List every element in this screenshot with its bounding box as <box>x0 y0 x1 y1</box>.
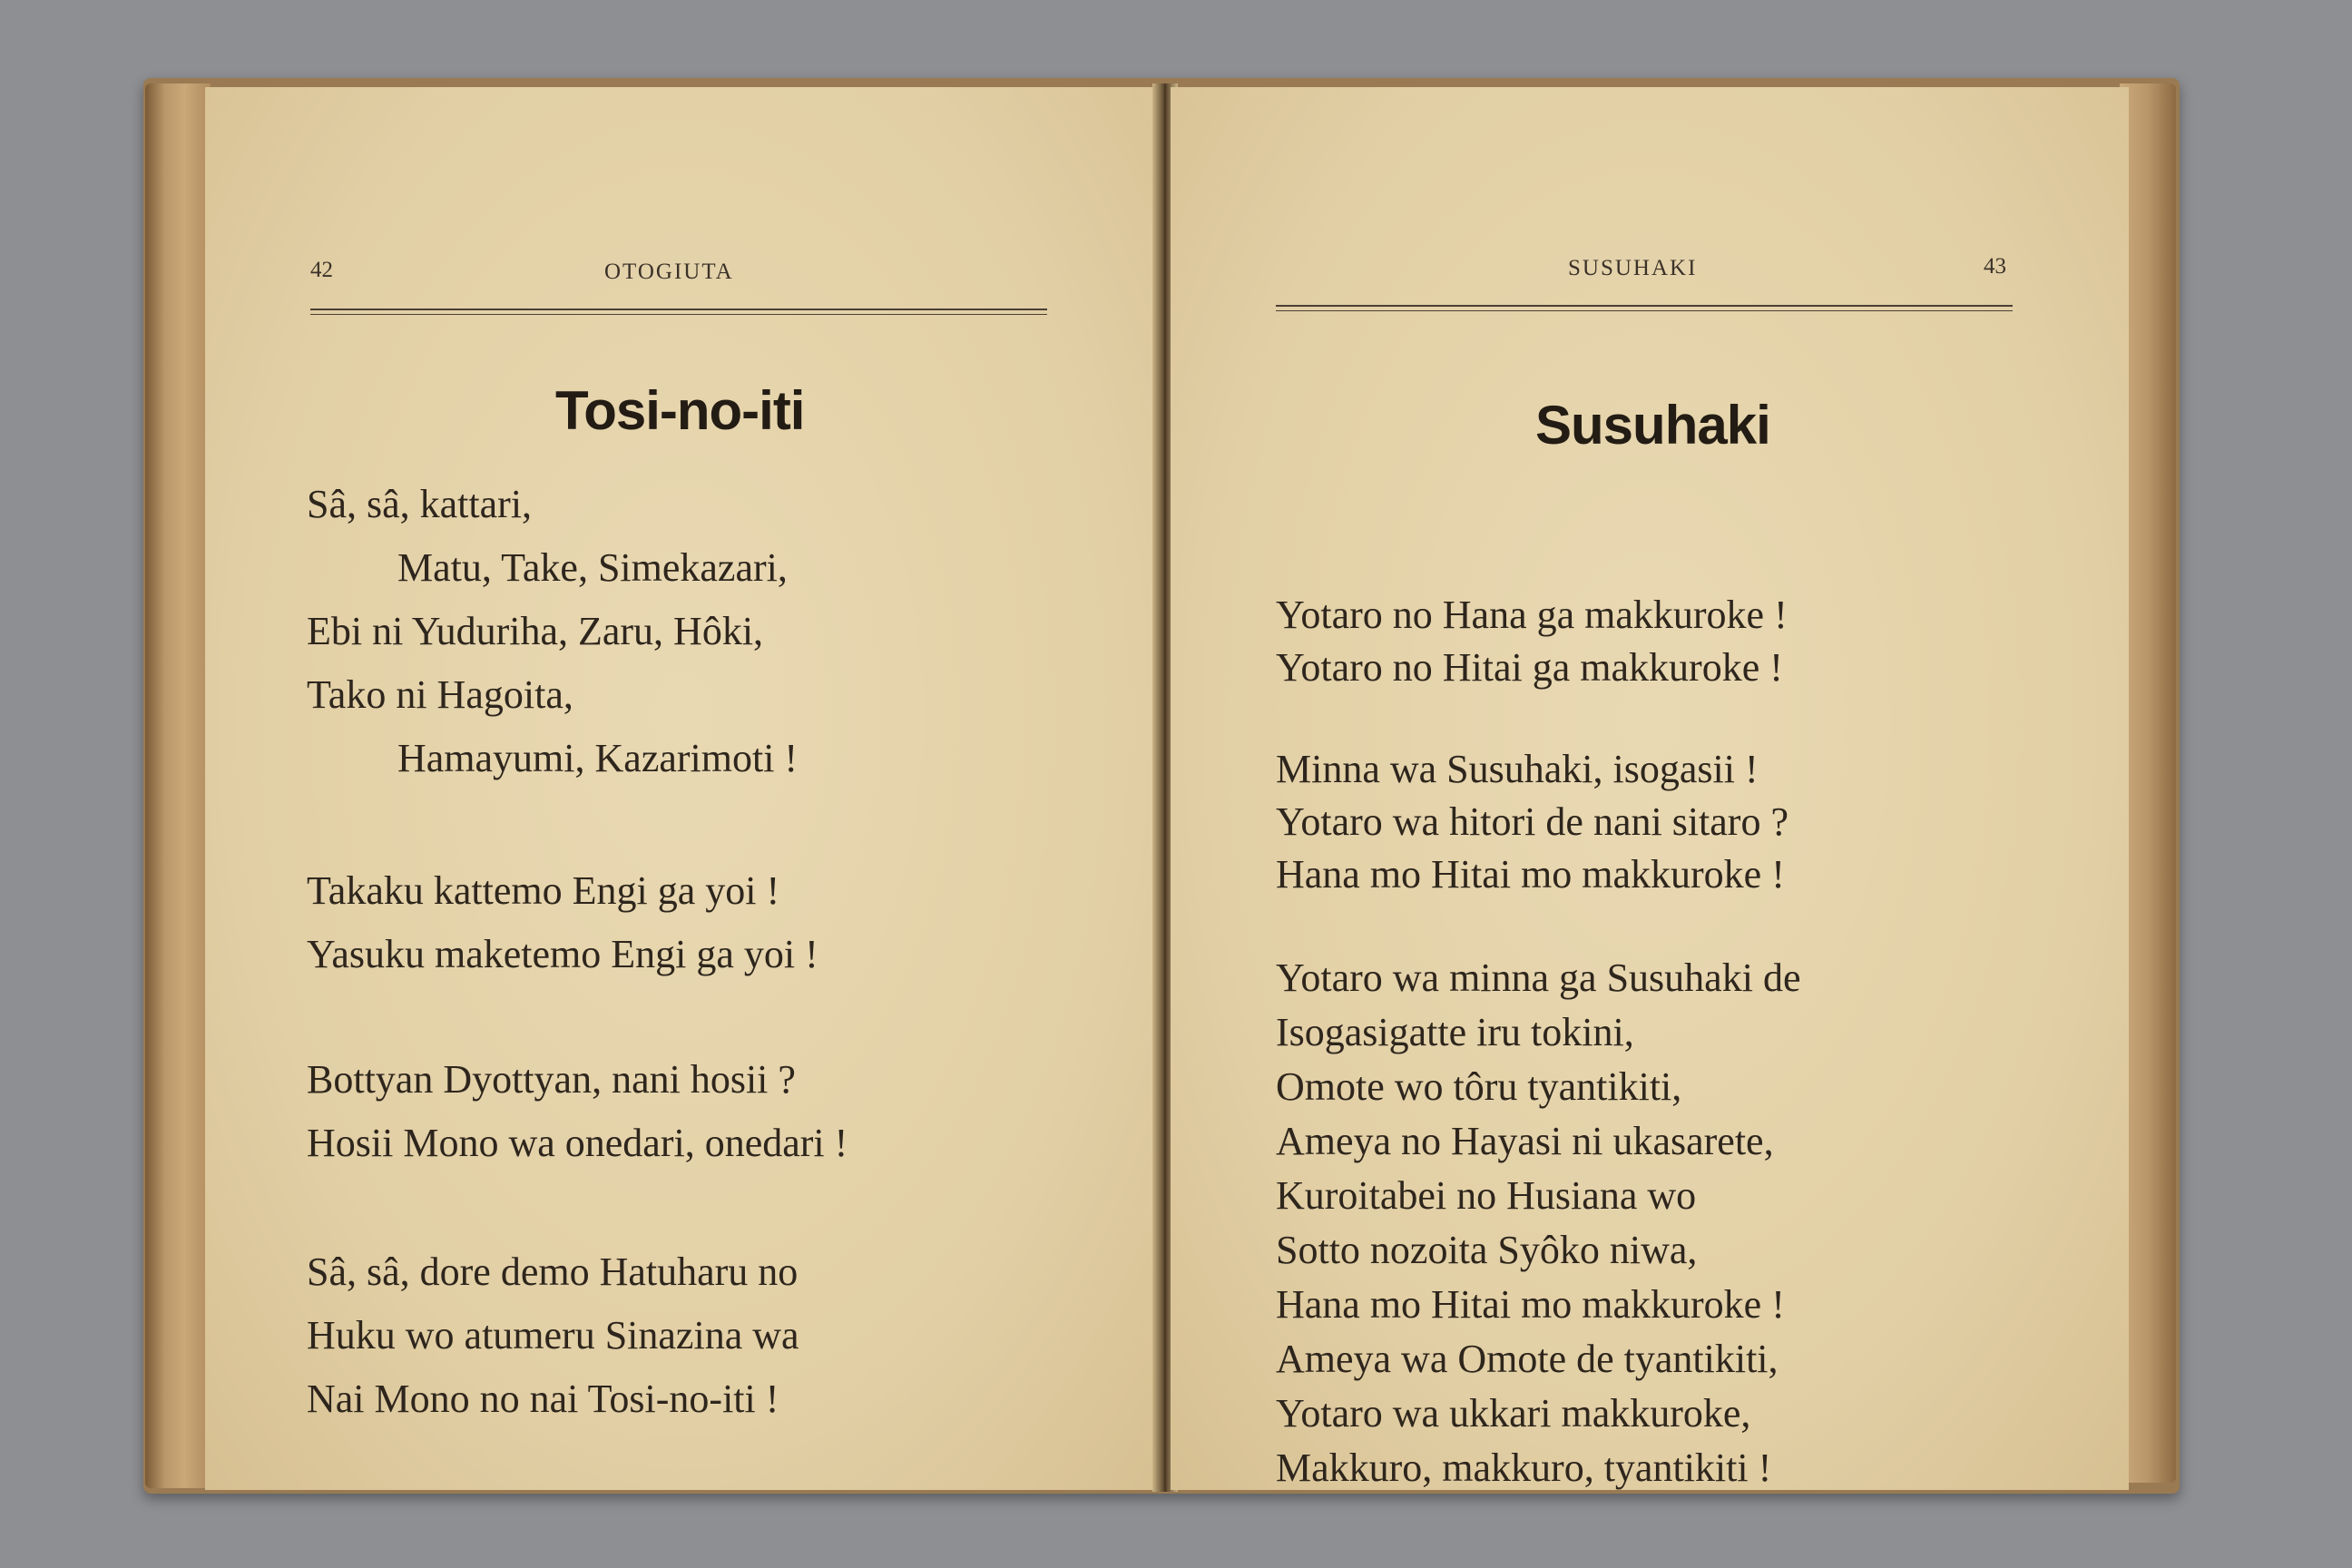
poem-line: Yotaro no Hana ga makkuroke ! <box>1276 593 1788 637</box>
right-title: Susuhaki <box>1535 395 1770 456</box>
poem-line: Hosii Mono wa onedari, onedari ! <box>307 1121 848 1165</box>
poem-line: Bottyan Dyottyan, nani hosii ? <box>307 1057 796 1102</box>
poem-line: Tako ni Hagoita, <box>307 672 573 717</box>
poem-line: Matu, Take, Simekazari, <box>397 545 788 590</box>
right-folio: 43 <box>1984 254 2006 279</box>
book-edge-left <box>145 83 211 1488</box>
poem-line: Sotto nozoita Syôko niwa, <box>1276 1228 1698 1272</box>
poem-line: Makkuro, makkuro, tyantikiti ! <box>1276 1446 1772 1490</box>
left-poem <box>307 87 1142 1490</box>
left-title: Tosi-no-iti <box>555 380 805 441</box>
right-poem <box>1276 87 2111 1490</box>
poem-line: Omote wo tôru tyantikiti, <box>1276 1064 1682 1109</box>
poem-line: Ebi ni Yuduriha, Zaru, Hôki, <box>307 609 764 653</box>
poem-line: Sâ, sâ, kattari, <box>307 482 533 526</box>
poem-line: Sâ, sâ, dore demo Hatuharu no <box>307 1250 799 1294</box>
poem-line: Minna wa Susuhaki, isogasii ! <box>1276 747 1759 791</box>
poem-line: Ameya no Hayasi ni ukasarete, <box>1276 1119 1774 1163</box>
poem-line: Yotaro no Hitai ga makkuroke ! <box>1276 645 1783 690</box>
poem-line: Yasuku maketemo Engi ga yoi ! <box>307 932 818 976</box>
left-page <box>205 87 1161 1490</box>
left-running-head: OTOGIUTA <box>604 260 734 284</box>
poem-line: Yotaro wa ukkari makkuroke, <box>1276 1391 1751 1436</box>
poem-line: Kuroitabei no Husiana wo <box>1276 1173 1697 1218</box>
poem-line: Hana mo Hitai mo makkuroke ! <box>1276 852 1785 897</box>
left-folio: 42 <box>310 258 333 282</box>
poem-line: Hamayumi, Kazarimoti ! <box>397 736 799 780</box>
poem-line: Isogasigatte iru tokini, <box>1276 1010 1634 1054</box>
right-page <box>1171 87 2129 1490</box>
poem-line: Nai Mono no nai Tosi-no-iti ! <box>307 1377 779 1421</box>
poem-line: Hana mo Hitai mo makkuroke ! <box>1276 1282 1785 1327</box>
poem-line: Ameya wa Omote de tyantikiti, <box>1276 1337 1779 1381</box>
right-running-head: SUSUHAKI <box>1568 256 1698 280</box>
poem-line: Huku wo atumeru Sinazina wa <box>307 1313 799 1357</box>
poem-line: Yotaro wa hitori de nani sitaro ? <box>1276 799 1788 844</box>
poem-line: Takaku kattemo Engi ga yoi ! <box>307 868 780 913</box>
poem-line: Yotaro wa minna ga Susuhaki de <box>1276 956 1801 1000</box>
